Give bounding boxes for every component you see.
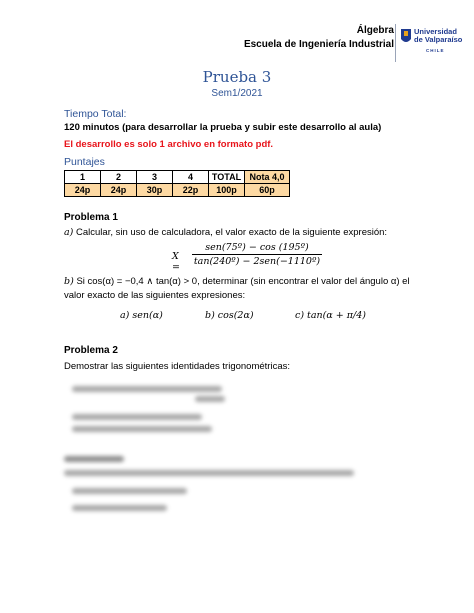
problema2-heading: Problema 2 — [64, 345, 118, 356]
tiempo-heading: Tiempo Total: — [64, 108, 127, 120]
header-cell: Nota 4,0 — [245, 171, 290, 184]
problema2-intro: Demostrar las siguientes identidades trigonométricas: — [64, 361, 290, 372]
header-cell: 1 — [65, 171, 101, 184]
value-cell: 24p — [65, 184, 101, 197]
subject-name: Álgebra — [356, 25, 394, 36]
option-b: b) cos(2α) — [205, 310, 254, 321]
logo-name: Universidad de Valparaíso — [414, 27, 463, 44]
fraction-numerator: sen(75º) − cos (195º) — [205, 242, 309, 253]
puntajes-heading: Puntajes — [64, 156, 105, 168]
tiempo-detail: 120 minutos (para desarrollar la prueba y subir este desarrollo al aula) — [64, 122, 382, 133]
value-cell: 100p — [209, 184, 245, 197]
school-name: Escuela de Ingeniería Industrial — [243, 39, 394, 50]
part-b-line2: valor exacto de las siguientes expresiones: — [64, 290, 246, 301]
part-a-text: Calcular, sin uso de calculadora, el valor exacto de la siguiente expresión: — [76, 227, 388, 238]
table-values-row — [65, 184, 290, 197]
option-a: a) sen(α) — [120, 310, 163, 321]
page-subtitle: Sem1/2021 — [211, 88, 263, 99]
table-header-row — [65, 171, 290, 184]
value-cell: 24p — [101, 184, 137, 197]
part-a-label: a) — [64, 227, 74, 238]
value-cell: 30p — [137, 184, 173, 197]
problema1-b — [64, 275, 410, 303]
problema1-heading: Problema 1 — [64, 212, 118, 223]
header-cell: 2 — [101, 171, 137, 184]
problema1-a — [64, 226, 387, 240]
expression-fraction — [192, 242, 322, 267]
expression-lhs: X = — [172, 251, 180, 273]
puntajes-table — [64, 170, 290, 197]
header-cell: TOTAL — [209, 171, 245, 184]
fraction-denominator: tan(240º) − 2sen(−1110º) — [193, 256, 321, 267]
value-cell: 60p — [245, 184, 290, 197]
option-c: c) tan(α + π/4) — [295, 310, 366, 321]
header-cell: 3 — [137, 171, 173, 184]
page-title: Prueba 3 — [202, 68, 272, 86]
part-b-label: b) — [64, 276, 74, 287]
header-cell: 4 — [173, 171, 209, 184]
fraction-bar — [192, 254, 322, 255]
logo-country: CHILE — [426, 48, 445, 53]
warning-message: El desarrollo es solo 1 archivo en formato pdf. — [64, 139, 274, 150]
part-b-line1: Si cos(α) = −0,4 ∧ tan(α) > 0, determinar (sin encontrar el valor del ángulo α) el — [76, 276, 410, 287]
value-cell: 22p — [173, 184, 209, 197]
